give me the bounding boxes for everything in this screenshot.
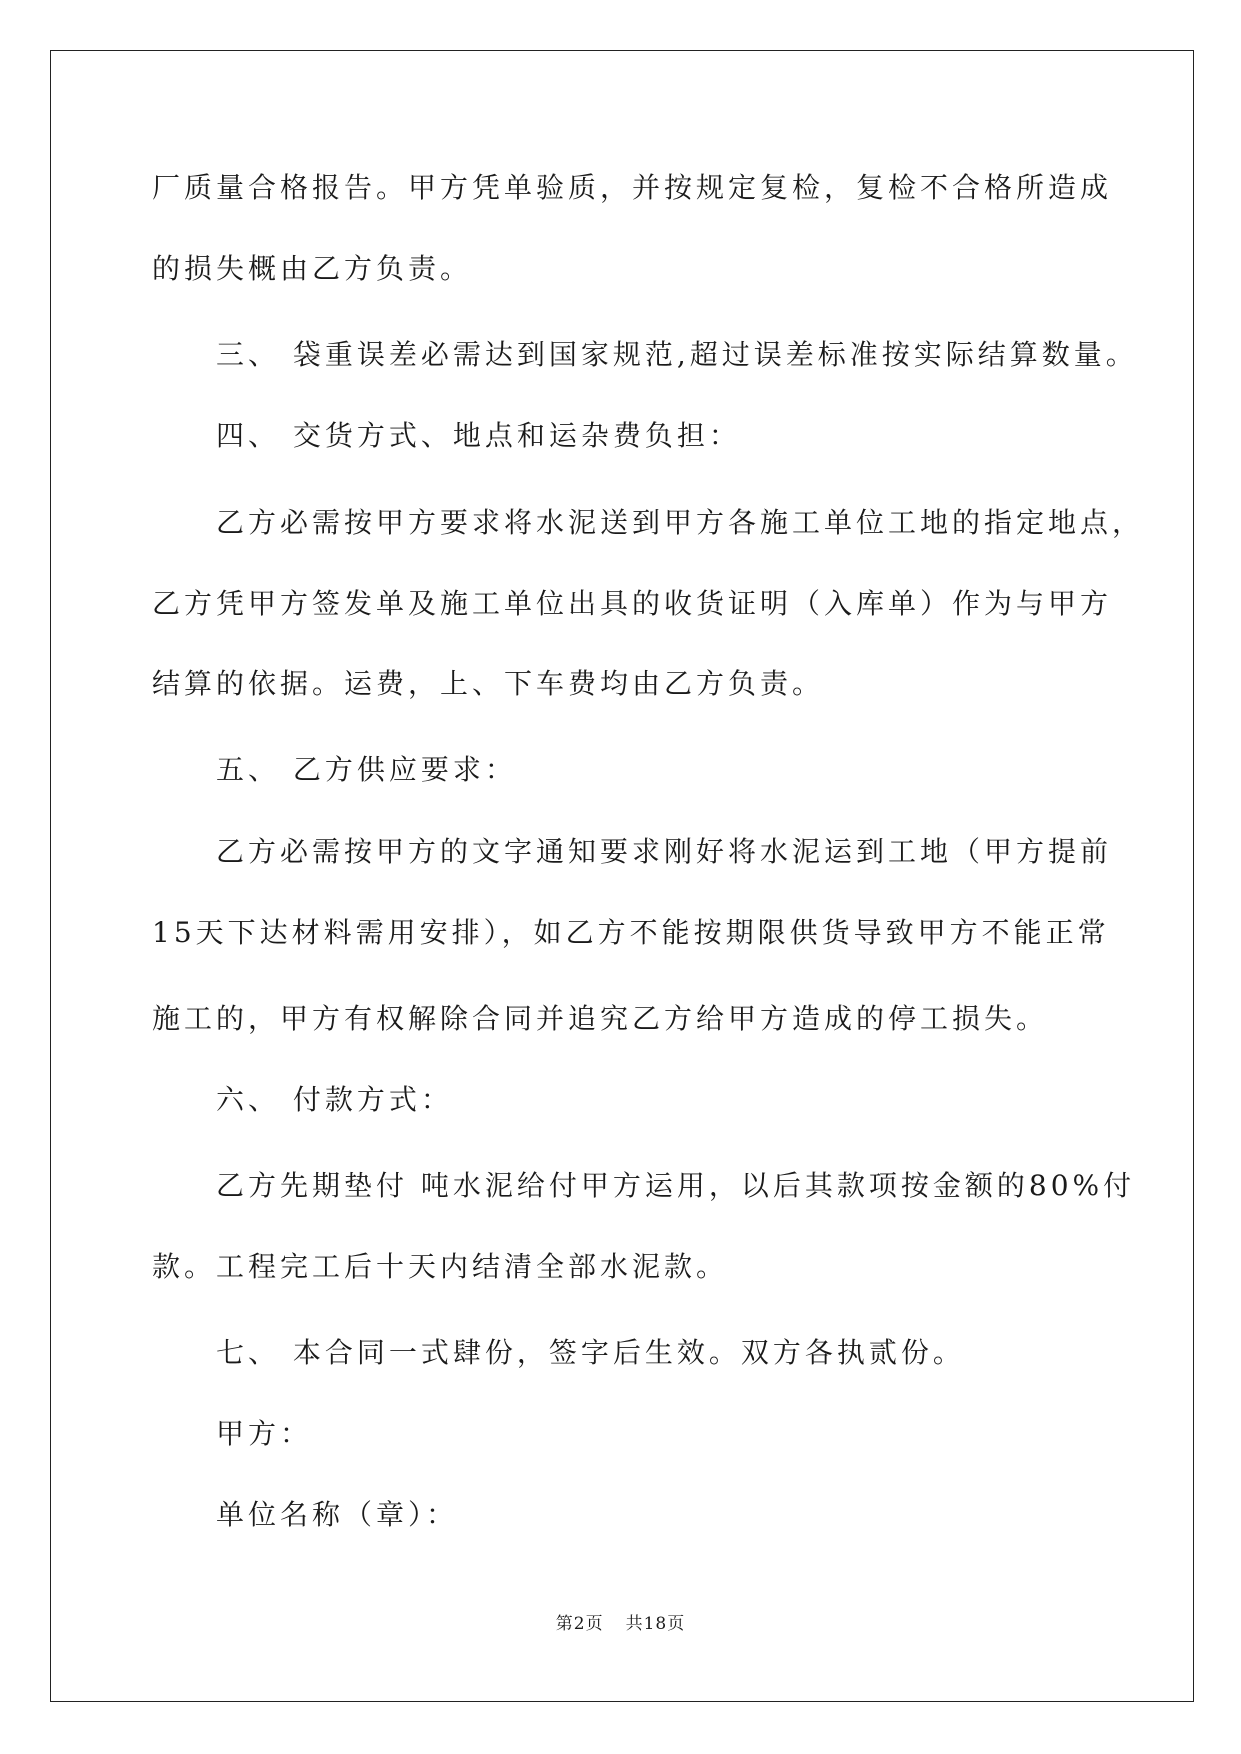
body-line: 结算的依据。运费，上、下车费均由乙方负责。 [152, 667, 825, 700]
body-line: 厂质量合格报告。甲方凭单验质，并按规定复检，复检不合格所造成 [152, 171, 1113, 204]
page-number-current: 第2页 [555, 1614, 604, 1634]
body-line: 乙方必需按甲方的文字通知要求刚好将水泥运到工地（甲方提前 [216, 835, 1113, 868]
page-footer [0, 1612, 1241, 1636]
body-line: 六、 付款方式： [216, 1083, 453, 1116]
body-line: 乙方先期垫付 吨水泥给付甲方运用，以后其款项按金额的80%付 [216, 1169, 1136, 1202]
body-line: 五、 乙方供应要求： [216, 753, 517, 786]
page-number-total: 共18页 [625, 1614, 686, 1634]
body-line: 四、 交货方式、地点和运杂费负担： [216, 419, 741, 452]
page-border [50, 50, 1194, 1702]
body-line: 15天下达材料需用安排），如乙方不能按期限供货导致甲方不能正常 [152, 916, 1110, 949]
body-line: 三、 袋重误差必需达到国家规范,超过误差标准按实际结算数量。 [216, 338, 1138, 371]
body-line: 施工的，甲方有权解除合同并追究乙方给甲方造成的停工损失。 [152, 1002, 1049, 1035]
body-line: 款。工程完工后十天内结清全部水泥款。 [152, 1250, 729, 1283]
body-line: 的损失概由乙方负责。 [152, 252, 473, 285]
body-line: 乙方凭甲方签发单及施工单位出具的收货证明（入库单）作为与甲方 [152, 587, 1113, 620]
body-line: 甲方： [216, 1417, 313, 1450]
body-line: 单位名称（章）： [216, 1498, 459, 1531]
body-line: 乙方必需按甲方要求将水泥送到甲方各施工单位工地的指定地点， [216, 506, 1145, 539]
body-line: 七、 本合同一式肆份，签字后生效。双方各执贰份。 [216, 1336, 965, 1369]
